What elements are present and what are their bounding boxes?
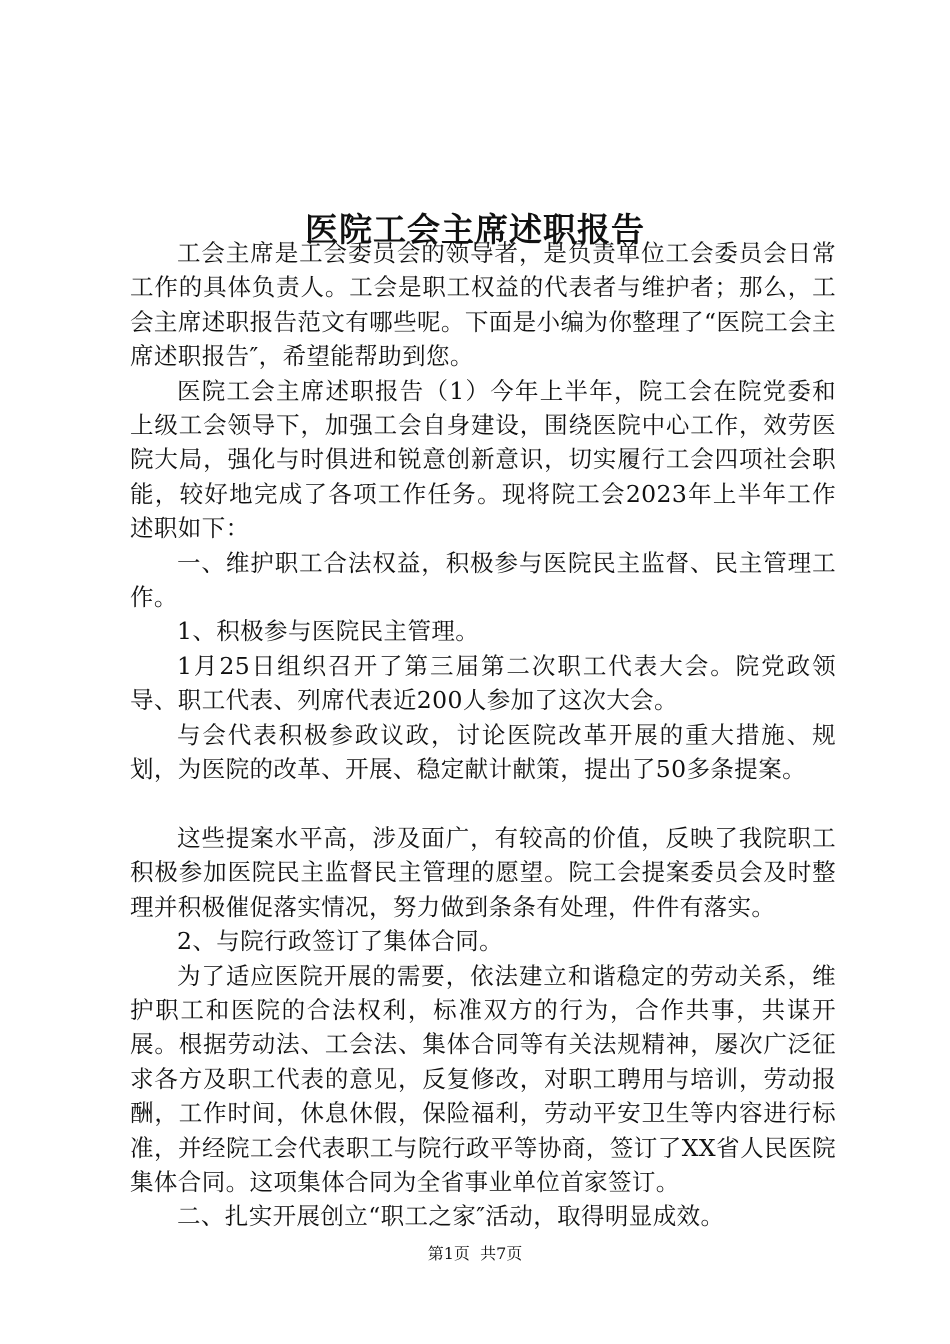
document-title: 医院工会主席述职报告	[305, 210, 645, 250]
paragraph-intro: 工会主席是工会委员会的领导者，是负责单位工会委员会日常工作的具体负责人。工会是职工权益的代表者与维护者；那么，工会主席述职报告范文有哪些呢。下面是小编为你整理了“医院工会主席述职报告″，希望能帮助到您。	[130, 239, 836, 371]
page-number-label: 第1页 共7页	[427, 1244, 523, 1263]
paragraph-collective-contract: 为了适应医院开展的需要，依法建立和谐稳定的劳动关系，维护职工和医院的合法权利，标准双方的行为，合作共事，共谋开展。根据劳动法、工会法、集体合同等有关法规精神，屡次广泛征求各方及职工代表的意见，反复修改，对职工聘用与培训，劳动报酬，工作时间，休息休假，保险福利，劳动平安卫生等内容进行标准，并经院工会代表职工与院行政平等协商，签订了XX省人民医院集体合同。这项集体合同为全省事业单位首家签订。	[130, 961, 836, 1196]
paragraph-proposal-value: 这些提案水平高，涉及面广，有较高的价值，反映了我院职工积极参加医院民主监督民主管理的愿望。院工会提案委员会及时整理并积极催促落实情况，努力做到条条有处理，件件有落实。	[130, 823, 836, 921]
paragraph-congress: 1月25日组织召开了第三届第二次职工代表大会。院党政领导、职工代表、列席代表近200人参加了这次大会。	[130, 651, 836, 715]
subsection-heading-1: 1、积极参与医院民主管理。	[177, 617, 480, 646]
section-heading-1: 一、维护职工合法权益，积极参与医院民主监督、民主管理工作。	[130, 548, 836, 612]
paragraph-proposals: 与会代表积极参政议政，讨论医院改革开展的重大措施、规划，为医院的改革、开展、稳定献计献策，提出了50多条提案。	[130, 720, 836, 784]
paragraph-report-opening: 医院工会主席述职报告（1）今年上半年，院工会在院党委和上级工会领导下，加强工会自身建设，围绕医院中心工作，效劳医院大局，强化与时俱进和锐意创新意识，切实履行工会四项社会职能，较好地完成了各项工作任务。现将院工会2023年上半年工作述职如下：	[130, 376, 836, 543]
page-footer	[0, 1244, 950, 1264]
subsection-heading-2: 2、与院行政签订了集体合同。	[177, 927, 504, 956]
document-body	[130, 236, 836, 1234]
section-heading-2: 二、扎实开展创立“职工之家″活动，取得明显成效。	[177, 1202, 725, 1231]
